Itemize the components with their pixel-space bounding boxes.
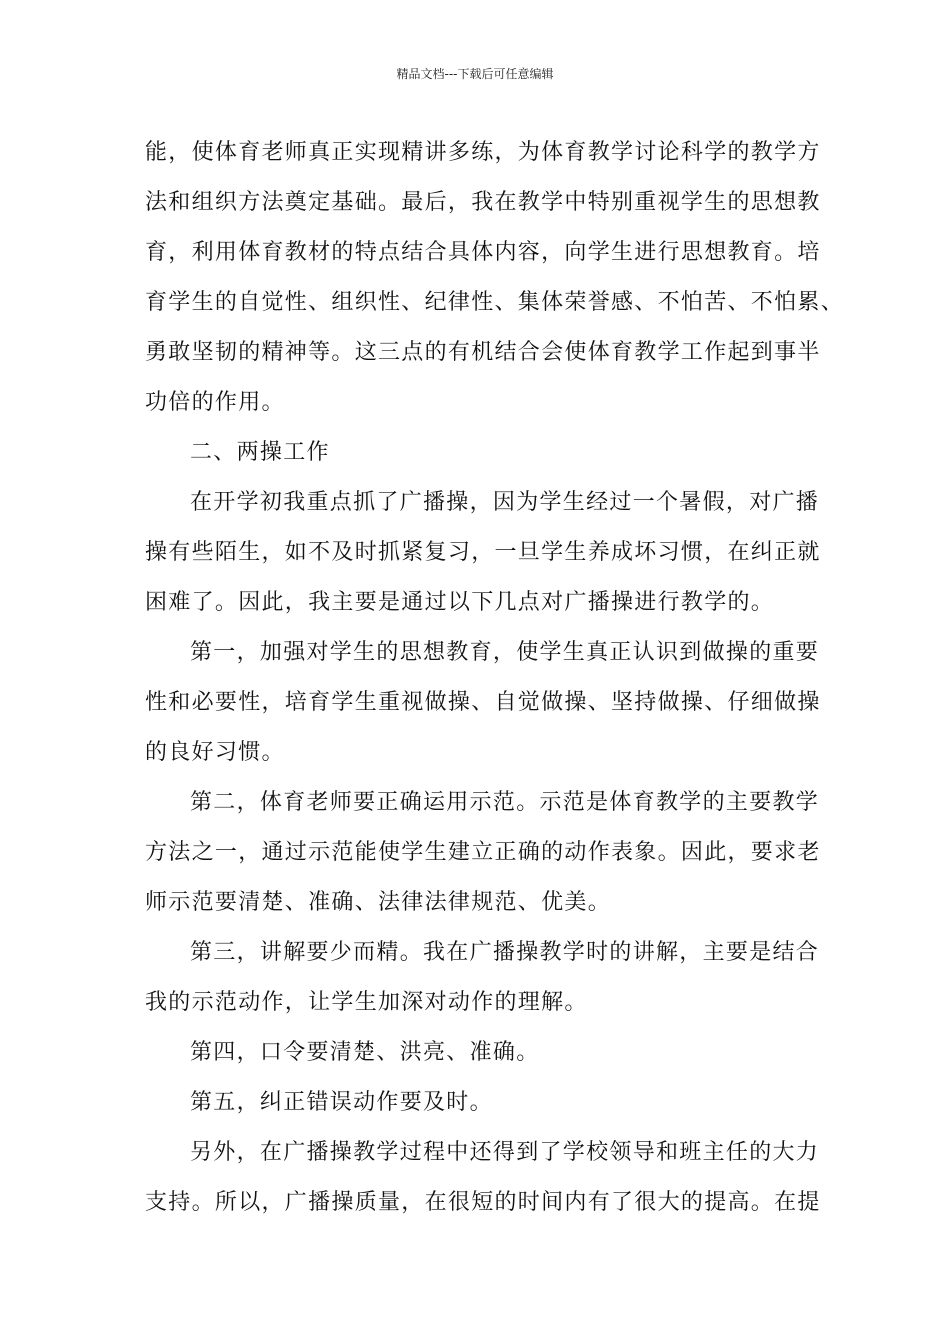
text-line: 在开学初我重点抓了广播操，因为学生经过一个暑假，对广播: [190, 490, 820, 515]
text-line: 操有些陌生，如不及时抓紧复习，一旦学生养成坏习惯，在纠正就: [145, 540, 821, 565]
text-line: 勇敢坚韧的精神等。这三点的有机结合会使体育教学工作起到事半: [145, 340, 821, 365]
text-line: 功倍的作用。: [145, 390, 285, 415]
text-line: 育，利用体育教材的特点结合具体内容，向学生进行思想教育。培: [145, 240, 821, 265]
text-line: 支持。所以，广播操质量，在很短的时间内有了很大的提高。在提: [145, 1190, 821, 1215]
text-line: 方法之一，通过示范能使学生建立正确的动作表象。因此，要求老: [145, 840, 821, 865]
page-header: 精品文档---下载后可任意编辑: [396, 67, 554, 81]
text-line: 能，使体育老师真正实现精讲多练，为体育教学讨论科学的教学方: [145, 140, 821, 165]
document-body: [145, 131, 865, 1231]
text-line: 第二，体育老师要正确运用示范。示范是体育教学的主要教学: [190, 790, 820, 815]
text-line: 二、两操工作: [190, 440, 330, 465]
text-line: 法和组织方法奠定基础。最后，我在教学中特别重视学生的思想教: [145, 190, 821, 215]
text-line: 第五，纠正错误动作要及时。: [190, 1090, 493, 1115]
text-line: 第三，讲解要少而精。我在广播操教学时的讲解，主要是结合: [190, 940, 820, 965]
text-line: 困难了。因此，我主要是通过以下几点对广播操进行教学的。: [145, 590, 775, 615]
text-line: 的良好习惯。: [145, 740, 285, 765]
text-line: 另外，在广播操教学过程中还得到了学校领导和班主任的大力: [190, 1140, 820, 1165]
text-line: 育学生的自觉性、组织性、纪律性、集体荣誉感、不怕苦、不怕累、: [145, 290, 845, 315]
text-line: 师示范要清楚、准确、法律法律规范、优美。: [145, 890, 612, 915]
text-line: 我的示范动作，让学生加深对动作的理解。: [145, 990, 588, 1015]
text-line: 性和必要性，培育学生重视做操、自觉做操、坚持做操、仔细做操: [145, 690, 821, 715]
text-line: 第四，口令要清楚、洪亮、准确。: [190, 1040, 540, 1065]
text-line: 第一，加强对学生的思想教育，使学生真正认识到做操的重要: [190, 640, 820, 665]
